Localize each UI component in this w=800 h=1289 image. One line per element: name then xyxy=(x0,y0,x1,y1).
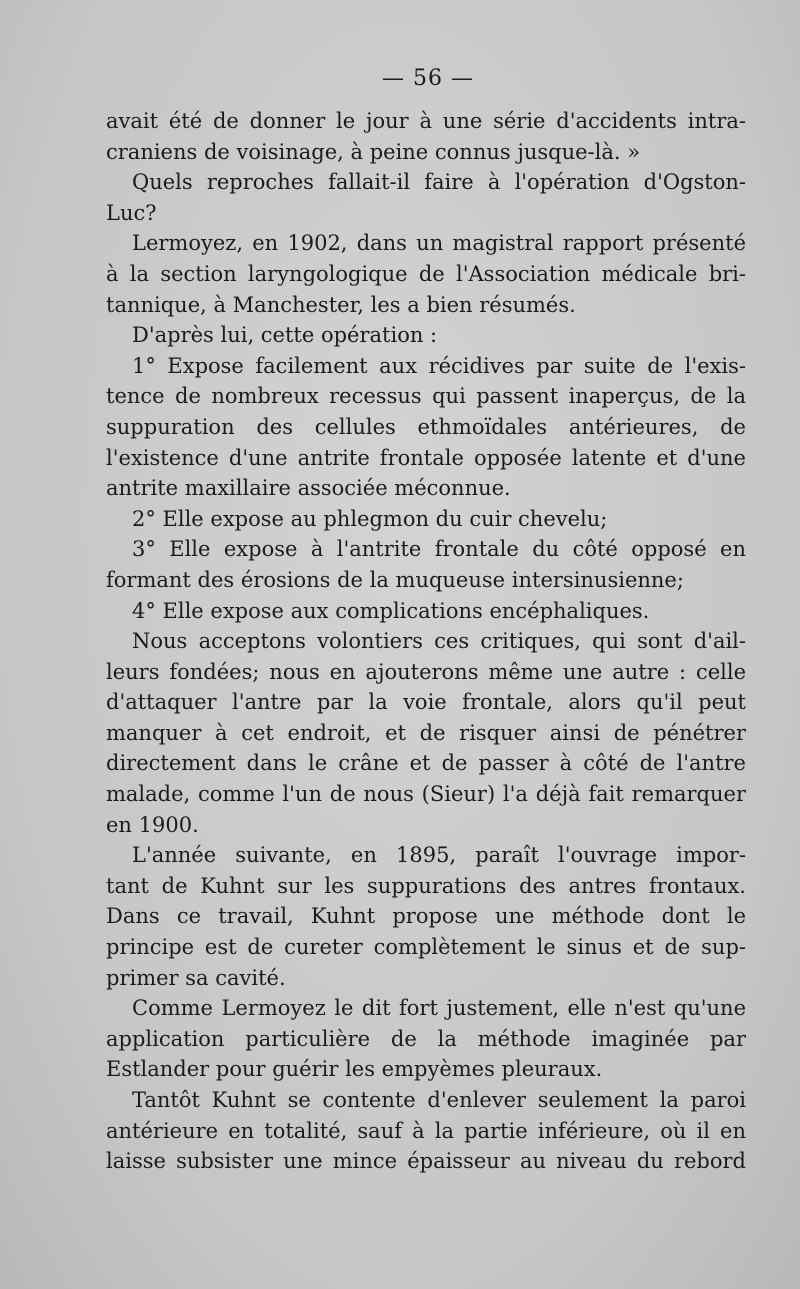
text-line: directement dans le crâne et de passer à côté de l'antre xyxy=(106,751,746,776)
text-line: primer sa cavité. xyxy=(106,965,286,990)
text-line: Dans ce travail, Kuhnt propose une méthode dont le xyxy=(106,904,746,929)
text-line: leurs fondées; nous en ajouterons même une autre : celle xyxy=(106,659,746,684)
text-line: Nous acceptons volontiers ces critiques, qui sont d'ail- xyxy=(132,629,746,654)
body-text xyxy=(106,106,746,1177)
text-line: formant des érosions de la muqueuse intersinusienne; xyxy=(106,567,684,592)
text-line: l'existence d'une antrite frontale opposée latente et d'une xyxy=(106,445,746,470)
text-line: d'attaquer l'antre par la voie frontale, alors qu'il peut xyxy=(106,690,746,715)
text-line: 4° Elle expose aux complications encéphaliques. xyxy=(132,598,650,623)
text-line: à la section laryngologique de l'Association médicale bri- xyxy=(106,261,746,286)
text-line: en 1900. xyxy=(106,812,199,837)
text-line: tannique, à Manchester, les a bien résumés. xyxy=(106,292,576,317)
text-line: D'après lui, cette opération : xyxy=(132,323,438,348)
text-line: Quels reproches fallait-il faire à l'opération d'Ogston- xyxy=(132,170,746,195)
text-line: Luc? xyxy=(106,200,157,225)
text-line: application particulière de la méthode imaginée par xyxy=(106,1026,746,1051)
text-line: craniens de voisinage, à peine connus jusque-là. » xyxy=(106,139,641,164)
text-line: Comme Lermoyez le dit fort justement, elle n'est qu'une xyxy=(132,996,746,1021)
text-line: 1° Expose facilement aux récidives par suite de l'exis- xyxy=(132,353,746,378)
text-line: Tantôt Kuhnt se contente d'enlever seulement la paroi xyxy=(132,1088,746,1112)
text-line: principe est de cureter complètement le sinus et de sup- xyxy=(106,935,746,960)
text-line: L'année suivante, en 1895, paraît l'ouvrage impor- xyxy=(132,843,746,868)
text-line: Lermoyez, en 1902, dans un magistral rapport présenté xyxy=(132,231,746,256)
text-line: malade, comme l'un de nous (Sieur) l'a déjà fait remarquer xyxy=(106,782,746,807)
text-line: Estlander pour guérir les empyèmes pleuraux. xyxy=(106,1057,603,1082)
text-line: tant de Kuhnt sur les suppurations des antres frontaux. xyxy=(106,873,746,898)
text-line: suppuration des cellules ethmoïdales antérieures, de xyxy=(106,414,746,439)
text-line: 2° Elle expose au phlegmon du cuir chevelu; xyxy=(132,506,608,531)
page-number: — 56 — xyxy=(382,66,474,91)
text-line: manquer à cet endroit, et de risquer ainsi de pénétrer xyxy=(106,720,746,745)
text-line: 3° Elle expose à l'antrite frontale du côté opposé en xyxy=(132,537,746,562)
text-line: laisse subsister une mince épaisseur au niveau du rebord xyxy=(106,1149,746,1174)
text-line: tence de nombreux recessus qui passent inaperçus, de la xyxy=(106,384,746,409)
text-line: antrite maxillaire associée méconnue. xyxy=(106,476,511,501)
text-line: antérieure en totalité, sauf à la partie inférieure, où il en xyxy=(106,1118,746,1143)
text-line: avait été de donner le jour à une série d'accidents intra- xyxy=(106,109,746,133)
